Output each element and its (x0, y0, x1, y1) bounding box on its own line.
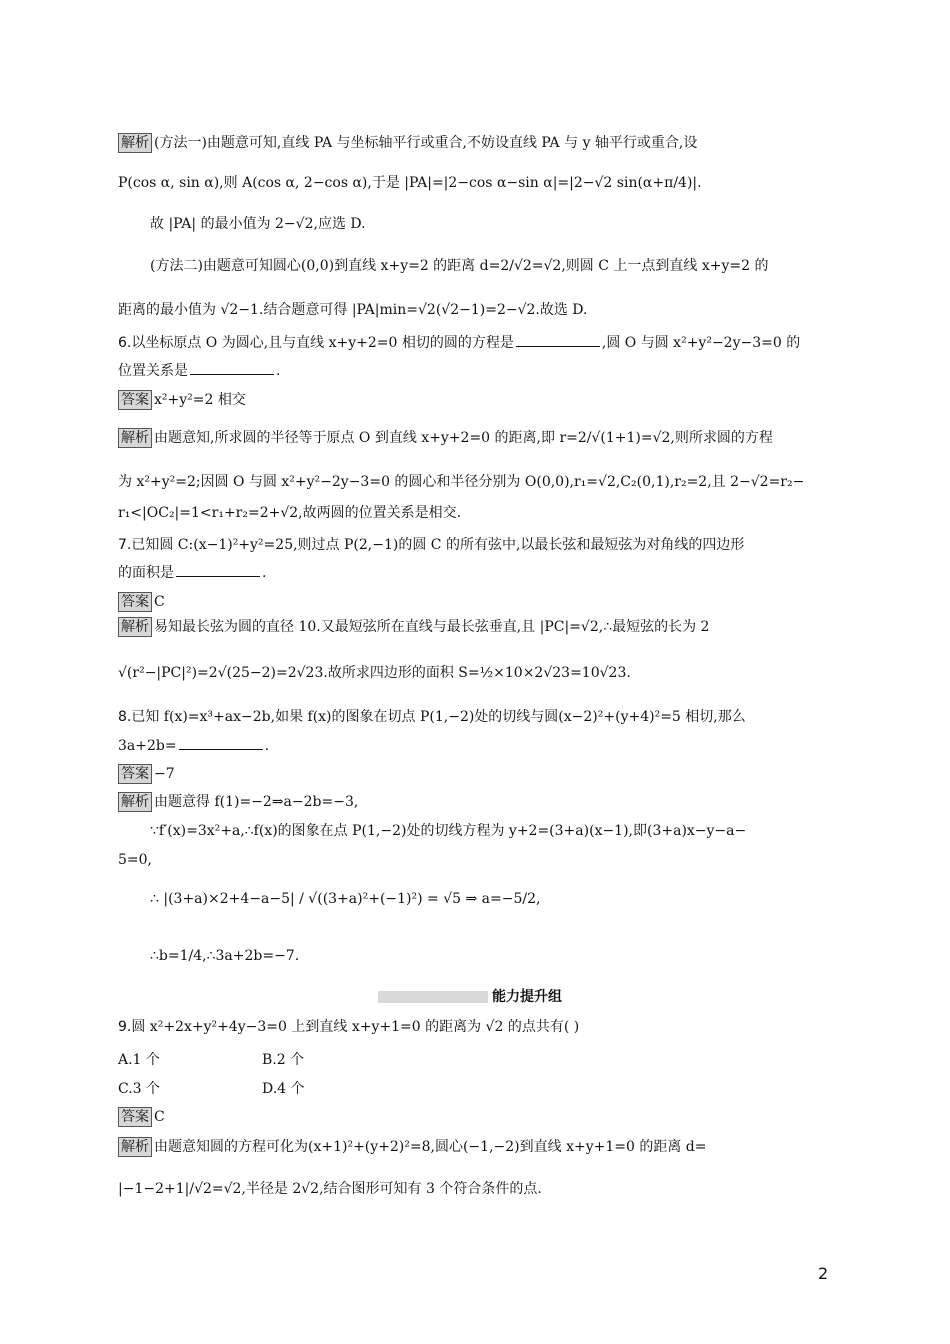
text-line-da7 (118, 591, 832, 613)
answer-label: 答案 (118, 592, 152, 612)
line-text-after-blank: . (264, 738, 270, 754)
text-line-jx8-3 (118, 849, 832, 871)
choice-B: B.2 个 (262, 1052, 305, 1068)
line-text: 距离的最小值为 √2−1.结合题意可得 |PA|min=√2(√2−1)=2−√2.故选 D. (118, 302, 588, 318)
section-title: 能力提升组 (492, 989, 562, 1005)
text-line-jx5-1 (118, 132, 832, 154)
text-line-jx8-2 (150, 820, 832, 842)
line-text: 由题意知,所求圆的半径等于原点 O 到直线 x+y+2=0 的距离,即 r=2/√(1+1)=√2,则所求圆的方程 (154, 430, 773, 446)
line-text: 已知圆 C:(x−1)²+y²=25,则过点 P(2,−1)的圆 C 的所有弦中,以最长弦和最短弦为对角线的四边形 (131, 537, 745, 553)
text-line-jx5-5 (118, 299, 832, 321)
line-text: 已知 f(x)=x³+ax−2b,如果 f(x)的图象在切点 P(1,−2)处的切线与圆(x−2)²+(y+4)²=5 相切,那么 (131, 709, 746, 725)
text-line-jx8-4 (150, 888, 832, 910)
line-text: −7 (154, 766, 175, 782)
analysis-label: 解析 (118, 1137, 152, 1157)
text-line-jx6-2 (118, 471, 832, 493)
line-text: 的面积是 (118, 565, 174, 581)
choice-D: D.4 个 (262, 1081, 305, 1097)
text-line-jx5-4 (150, 255, 832, 277)
text-line-q7-1 (118, 534, 832, 556)
line-text: C (154, 1109, 165, 1125)
line-text: ∴ |(3+a)×2+4−a−5| / √((3+a)²+(−1)²) = √5 ⇒ a=−5/2, (150, 891, 541, 907)
line-text: r₁<|OC₂|=1<r₁+r₂=2+√2,故两圆的位置关系是相交. (118, 505, 462, 521)
text-line-jx8-1 (118, 791, 832, 813)
answer-blank (516, 332, 600, 347)
page-number: 2 (818, 1264, 829, 1283)
choice-A: A.1 个 (118, 1052, 160, 1068)
text-line-jx9-1 (118, 1136, 832, 1158)
text-line-da9 (118, 1106, 832, 1128)
text-line-jx6-3 (118, 502, 832, 524)
text-line-da6 (118, 389, 832, 411)
line-text: 以坐标原点 O 为圆心,且与直线 x+y+2=0 相切的圆的方程是 (131, 335, 514, 351)
line-text: x²+y²=2 相交 (154, 392, 246, 408)
line-text: 易知最长弦为圆的直径 10.又最短弦所在直线与最长弦垂直,且 |PC|=√2,∴最短弦的长为 2 (154, 619, 710, 635)
text-line-q7-2 (118, 562, 832, 584)
question-number: 8. (118, 709, 132, 725)
line-text: (方法二)由题意可知圆心(0,0)到直线 x+y=2 的距离 d=2/√2=√2,则圆 C 上一点到直线 x+y=2 的 (150, 258, 769, 274)
line-text: 由题意知圆的方程可化为(x+1)²+(y+2)²=8,圆心(−1,−2)到直线 x+y+1=0 的距离 d= (154, 1139, 707, 1155)
text-line-jx7-1 (118, 616, 832, 638)
analysis-label: 解析 (118, 792, 152, 812)
choice-C: C.3 个 (118, 1081, 161, 1097)
line-text: P(cos α, sin α),则 A(cos α, 2−cos α),于是 |PA|=|2−cos α−sin α|=|2−√2 sin(α+π/4)|. (118, 175, 702, 191)
answer-blank (190, 360, 274, 375)
text-line-q6-1 (118, 332, 832, 354)
answer-blank (179, 735, 263, 750)
line-text: 位置关系是 (118, 363, 188, 379)
line-text-after-blank: . (262, 565, 267, 581)
text-line-jx5-2 (118, 172, 832, 194)
text-line-jx6-1 (118, 427, 832, 449)
line-text: (方法一)由题意可知,直线 PA 与坐标轴平行或重合,不妨设直线 PA 与 y 轴平行或重合,设 (154, 135, 698, 151)
answer-blank (176, 562, 260, 577)
answer-label: 答案 (118, 390, 152, 410)
text-line-jx7-2 (118, 662, 832, 684)
line-text: 圆 x²+2x+y²+4y−3=0 上到直线 x+y+1=0 的距离为 √2 的点共有( ) (131, 1019, 580, 1035)
analysis-label: 解析 (118, 133, 152, 153)
text-line-q8-2 (118, 735, 832, 757)
line-text: 由题意得 f(1)=−2⇒a−2b=−3, (154, 794, 359, 810)
question-number: 6. (118, 335, 132, 351)
line-text: C (154, 594, 165, 610)
text-line-da8 (118, 763, 832, 785)
section-divider (378, 991, 488, 1003)
analysis-label: 解析 (118, 617, 152, 637)
line-text-after-blank: ,圆 O 与圆 x²+y²−2y−3=0 的 (601, 335, 801, 351)
question-number: 9. (118, 1019, 132, 1035)
line-text: ∴b=1/4,∴3a+2b=−7. (150, 948, 300, 964)
text-line-jx9-2 (118, 1178, 832, 1200)
line-text: 5=0, (118, 852, 152, 868)
line-text-after-blank: . (276, 363, 281, 379)
answer-label: 答案 (118, 1107, 152, 1127)
text-line-q9-1 (118, 1016, 832, 1038)
line-text: |−1−2+1|/√2=√2,半径是 2√2,结合图形可知有 3 个符合条件的点. (118, 1181, 542, 1197)
line-text: 3a+2b= (118, 738, 177, 754)
line-text: 为 x²+y²=2;因圆 O 与圆 x²+y²−2y−3=0 的圆心和半径分别为 O(0,0),r₁=√2,C₂(0,1),r₂=2,且 2−√2=r₂− (118, 474, 805, 490)
text-line-q8-1 (118, 706, 832, 728)
text-line-q6-2 (118, 360, 832, 382)
line-text: √(r²−|PC|²)=2√(25−2)=2√23.故所求四边形的面积 S=½×10×2√23=10√23. (118, 665, 631, 681)
answer-label: 答案 (118, 764, 152, 784)
line-text: 故 |PA| 的最小值为 2−√2,应选 D. (150, 216, 366, 232)
line-text: ∵f′(x)=3x²+a,∴f(x)的图象在点 P(1,−2)处的切线方程为 y+2=(3+a)(x−1),即(3+a)x−y−a− (150, 823, 747, 839)
text-line-jx5-3 (150, 213, 832, 235)
text-line-jx8-5 (150, 945, 832, 967)
question-number: 7. (118, 537, 132, 553)
analysis-label: 解析 (118, 428, 152, 448)
